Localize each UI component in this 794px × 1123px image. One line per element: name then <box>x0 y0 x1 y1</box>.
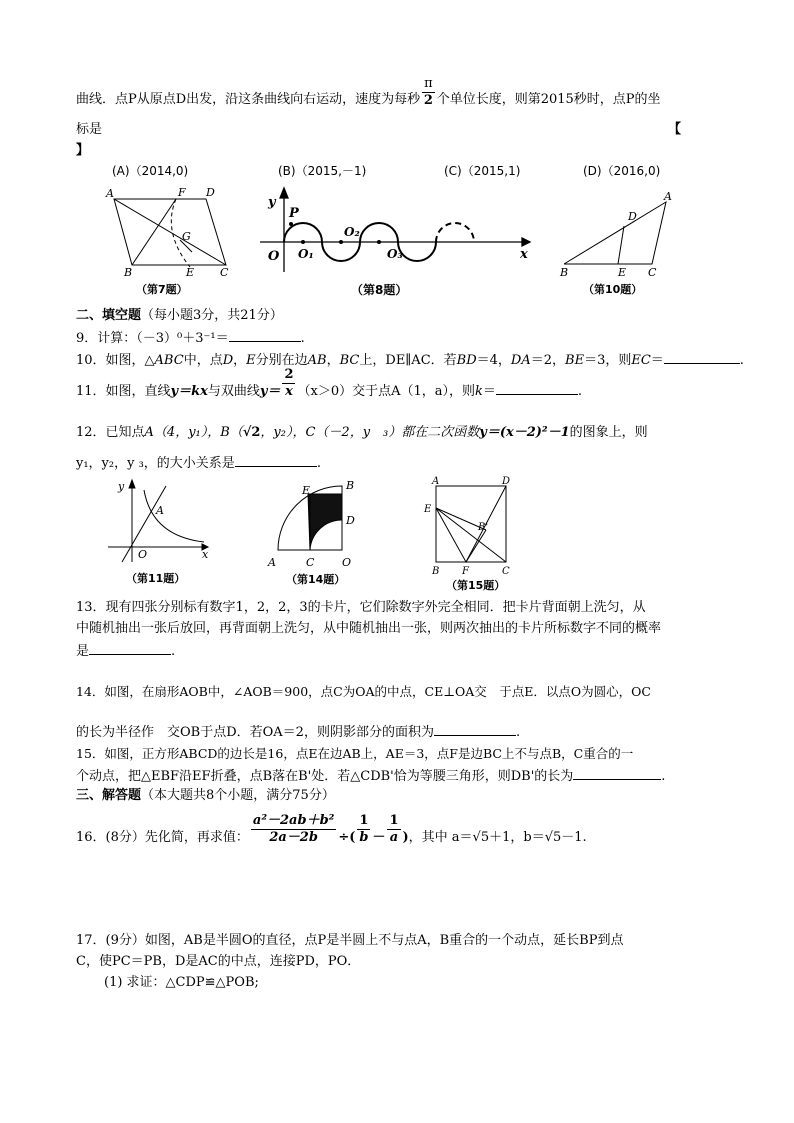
figure-10 <box>556 188 686 280</box>
q11-fraction: $\frac{2}{x}$ <box>284 367 294 399</box>
q14-answer-blank[interactable] <box>434 722 516 736</box>
fig11-caption: （第11题） <box>126 572 186 585</box>
q9-answer-blank[interactable] <box>229 328 301 342</box>
fig10-caption: （第10题） <box>583 283 643 296</box>
q10-answer-blank[interactable] <box>664 350 740 364</box>
q16-main-fraction: $\frac{\text{a²－2ab＋b²}}{2a-2b}$ <box>252 813 335 845</box>
f14-label-b: B <box>346 479 355 492</box>
q17-line3: (1) 求证：△CDP≌△POB; <box>104 975 259 990</box>
q13-line3: 是 . <box>76 641 175 661</box>
q15-answer-blank[interactable] <box>573 766 661 780</box>
f14-label-d: D <box>346 514 355 527</box>
q14-line2: 的长为半径作 交OB于点D．若OA＝2，则阴影部分的面积为 . <box>76 722 520 742</box>
f10-label-d: D <box>628 210 637 223</box>
f10-label-b: B <box>560 266 569 279</box>
q16-frac-1-a: $\frac{1}{a}$ <box>389 813 399 845</box>
f7-label-c: C <box>220 266 229 279</box>
option-c: (C)（2015,1) <box>444 164 521 178</box>
pi-over-2: $\frac{\pi}{2}$ <box>423 76 433 108</box>
q11: 11．如图，直线y＝kx与双曲线y＝ $\frac{2}{x}$ （x＞0）交于点A（1，a），则k＝ . <box>76 367 583 399</box>
f7-label-d: D <box>206 186 215 199</box>
f15-label-f: F <box>462 566 469 577</box>
f11-label-a: A <box>156 504 164 517</box>
f10-label-e: E <box>618 266 627 279</box>
q9: 9．计算：（－3）⁰＋3⁻¹＝ . <box>76 328 305 348</box>
q8-line1: 曲线．点P从原点D出发，沿这条曲线向右运动，速度为每秒 $\frac{\pi}{2}$ 个单位长度，则第2015秒时，点P的坐 <box>76 76 661 108</box>
figure-7 <box>102 182 242 282</box>
q13-line1: 13．现有四张分别标有数字1，2，2，3的卡片，它们除数字外完全相同．把卡片背面朝上洗匀，从 <box>76 600 646 615</box>
q15-line2: 个动点，把△EBF沿EF折叠，点B落在B'处．若△CDB'恰为等腰三角形，则DB'的长为 . <box>76 766 665 786</box>
section2-heading: 二、填空题（每小题3分，共21分） <box>76 308 283 323</box>
q11-answer-blank[interactable] <box>496 381 578 395</box>
f15-label-c: C <box>502 566 510 577</box>
figure-15 <box>420 476 520 578</box>
q12-line1: 12．已知点A（4，y₁），B（√2，y₂），C（－2，y ₃）都在二次函数y＝(x－2)²－1的图象上，则 <box>76 425 648 440</box>
figure-14 <box>262 476 362 571</box>
f8-label-o2: O₂ <box>344 225 360 239</box>
f15-label-a: A <box>432 476 440 487</box>
option-d: (D)（2016,0) <box>583 164 661 178</box>
fig7-caption: （第7题） <box>136 283 188 296</box>
q13-answer-blank[interactable] <box>89 641 171 655</box>
f10-label-c: C <box>648 266 657 279</box>
f11-label-o: O <box>138 548 148 561</box>
fig14-caption: （第14题） <box>286 573 346 586</box>
f7-label-e: E <box>186 266 195 279</box>
f7-label-g: G <box>182 230 191 243</box>
f14-label-o: O <box>342 556 352 569</box>
q10: 10．如图，△ABC中，点D，E分别在边AB，BC上，DE∥AC．若BD＝4，DA＝2，BE＝3，则EC＝ . <box>76 350 744 370</box>
f11-label-x: x <box>202 548 209 561</box>
f14-label-c: C <box>306 556 315 569</box>
f8-label-o3: O₃ <box>387 247 403 261</box>
q15-line1: 15．如图，正方形ABCD的边长是16，点E在边AB上，AE＝3，点F是边BC上不与点B，C重合的一 <box>76 746 634 761</box>
f7-label-b: B <box>124 266 133 279</box>
section3-heading: 三、解答题（本大题共8个小题，满分75分） <box>76 788 335 803</box>
q12-answer-blank[interactable] <box>235 453 317 467</box>
q14-line1: 14．如图，在扇形AOB中，∠AOB＝900，点C为OA的中点，CE⊥OA交 于点E．以点O为圆心，OC <box>76 684 651 699</box>
q12-line2: y₁，y₂，y ₃，的大小关系是 . <box>76 453 321 473</box>
f10-label-a: A <box>664 190 672 203</box>
f8-label-o: O <box>268 249 280 264</box>
q17-line2: C，使PC＝PB，D是AC的中点，连接PD，PO． <box>76 954 361 969</box>
f14-label-e: E <box>302 484 311 497</box>
answer-bracket-close: 】 <box>76 143 90 158</box>
q8-line2: 标是 <box>76 122 103 137</box>
q16: 16．(8分）先化简，再求值： $\frac{\text{a²－2ab＋b²}}{2a-2b}$ ÷( $\frac{1}{b}$ － $\frac{1}{a}$ )，其中 a＝√5＋1，b＝√5－1. <box>76 813 587 845</box>
f8-label-y: y <box>268 195 276 210</box>
f11-label-y: y <box>118 480 125 493</box>
f7-label-f: F <box>178 186 186 199</box>
figure-8 <box>256 186 536 276</box>
f15-label-e: E <box>424 504 432 515</box>
q13-line2: 中随机抽出一张后放回，再背面朝上洗匀，从中随机抽出一张，则两次抽出的卡片所标数字不同的概率 <box>76 621 662 636</box>
option-a: (A)（2014,0) <box>112 164 189 178</box>
q17-line1: 17．(9分）如图，AB是半圆O的直径，点P是半圆上不与点A，B重合的一个动点，延长BP到点 <box>76 933 624 948</box>
f8-label-x: x <box>520 247 528 262</box>
q16-frac-1-b: $\frac{1}{b}$ <box>359 813 369 845</box>
f15-label-b: B <box>432 566 440 577</box>
f7-label-a: A <box>106 187 114 200</box>
f14-label-a: A <box>268 556 276 569</box>
f8-label-o1: O₁ <box>298 247 314 261</box>
fig8-caption: （第8题） <box>351 283 408 297</box>
fig15-caption: （第15题） <box>446 579 506 592</box>
f15-label-b-prime: B' <box>478 522 489 533</box>
option-b: (B)（2015,－1) <box>278 164 367 178</box>
f15-label-d: D <box>502 476 511 487</box>
f8-label-p: P <box>289 206 299 221</box>
answer-bracket-open: 【 <box>668 122 682 137</box>
figure-11 <box>104 476 214 568</box>
